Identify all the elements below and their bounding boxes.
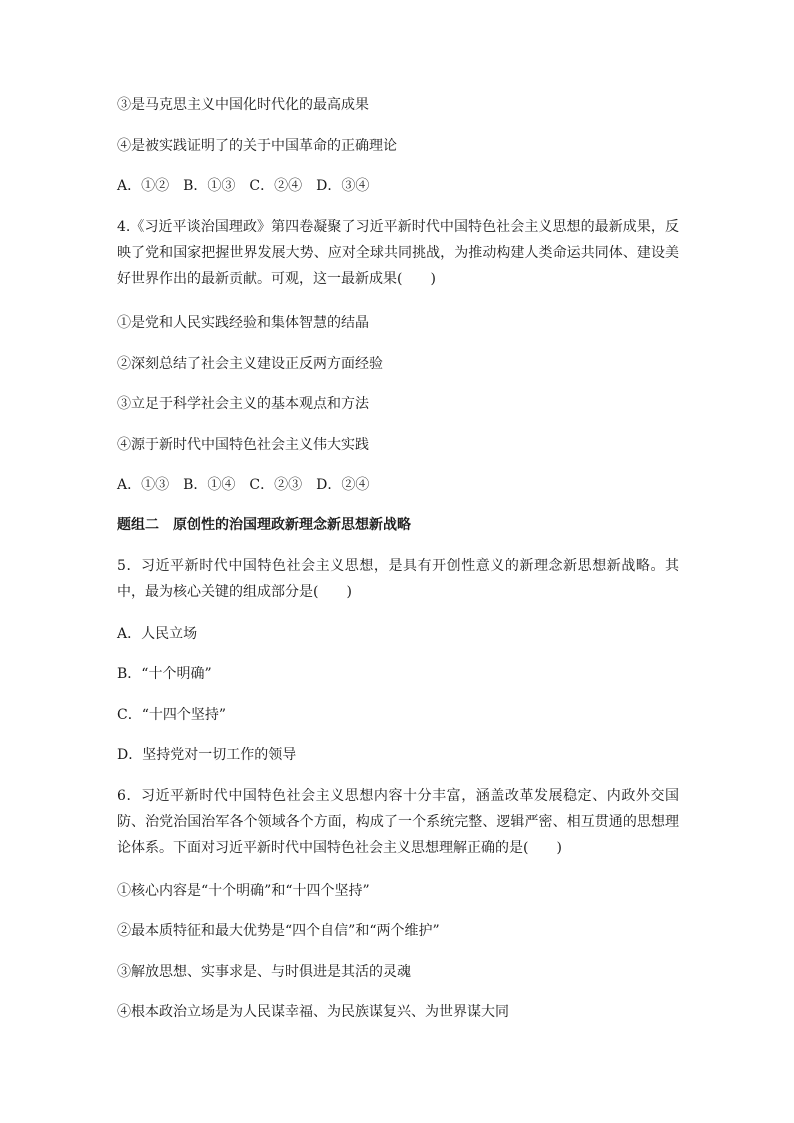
q6-option-4: ④根本政治立场是为人民谋幸福、为民族谋复兴、为世界谋大同: [117, 1004, 509, 1020]
q4-stem: 4.《习近平谈治国理政》第四卷凝聚了习近平新时代中国特色社会主义思想的最新成果，反映了党和国家把握世界发展大势、应对全球共同挑战，为推动构建人类命运共同体、建设美好世界作出的最新贡献。可观，这一最新成果( ): [117, 219, 679, 287]
q5-option-b: B．“十个明确”: [117, 666, 212, 682]
q4-option-3: ③立足于科学社会主义的基本观点和方法: [117, 396, 369, 412]
q3-option-3: ③是马克思主义中国化时代化的最高成果: [117, 97, 369, 113]
q3-option-4: ④是被实践证明了的关于中国革命的正确理论: [117, 138, 397, 154]
q6-option-2: ②最本质特征和最大优势是“四个自信”和“两个维护”: [117, 923, 440, 939]
q6-stem: 6．习近平新时代中国特色社会主义思想内容十分丰富，涵盖改革发展稳定、内政外交国防、治党治国治军各个领域各个方面，构成了一个系统完整、逻辑严密、相互贯通的思想理论体系。下面对习近平新时代中国特色社会主义思想理解正确的是( ): [117, 788, 679, 856]
q5-option-a: A．人民立场: [117, 626, 198, 642]
q5-option-d: D．坚持党对一切工作的领导: [117, 747, 297, 763]
q3-answer-choices: A．①② B．①③ C．②④ D．③④: [117, 178, 370, 194]
q4-option-4: ④源于新时代中国特色社会主义伟大实践: [117, 437, 369, 453]
q5-option-c: C．“十四个坚持”: [117, 707, 227, 723]
q4-answer-choices: A．①③ B．①④ C．②③ D．②④: [117, 477, 370, 493]
group-2-title: 题组二 原创性的治国理政新理念新思想新战略: [117, 517, 411, 533]
q5-stem: 5．习近平新时代中国特色社会主义思想，是具有开创性意义的新理念新思想新战略。其中，最为核心关键的组成部分是( ): [117, 558, 679, 600]
q6-option-3: ③解放思想、实事求是、与时俱进是其活的灵魂: [117, 964, 411, 980]
q4-option-2: ②深刻总结了社会主义建设正反两方面经验: [117, 356, 383, 372]
q4-option-1: ①是党和人民实践经验和集体智慧的结晶: [117, 315, 369, 331]
q6-option-1: ①核心内容是“十个明确”和“十四个坚持”: [117, 883, 370, 899]
